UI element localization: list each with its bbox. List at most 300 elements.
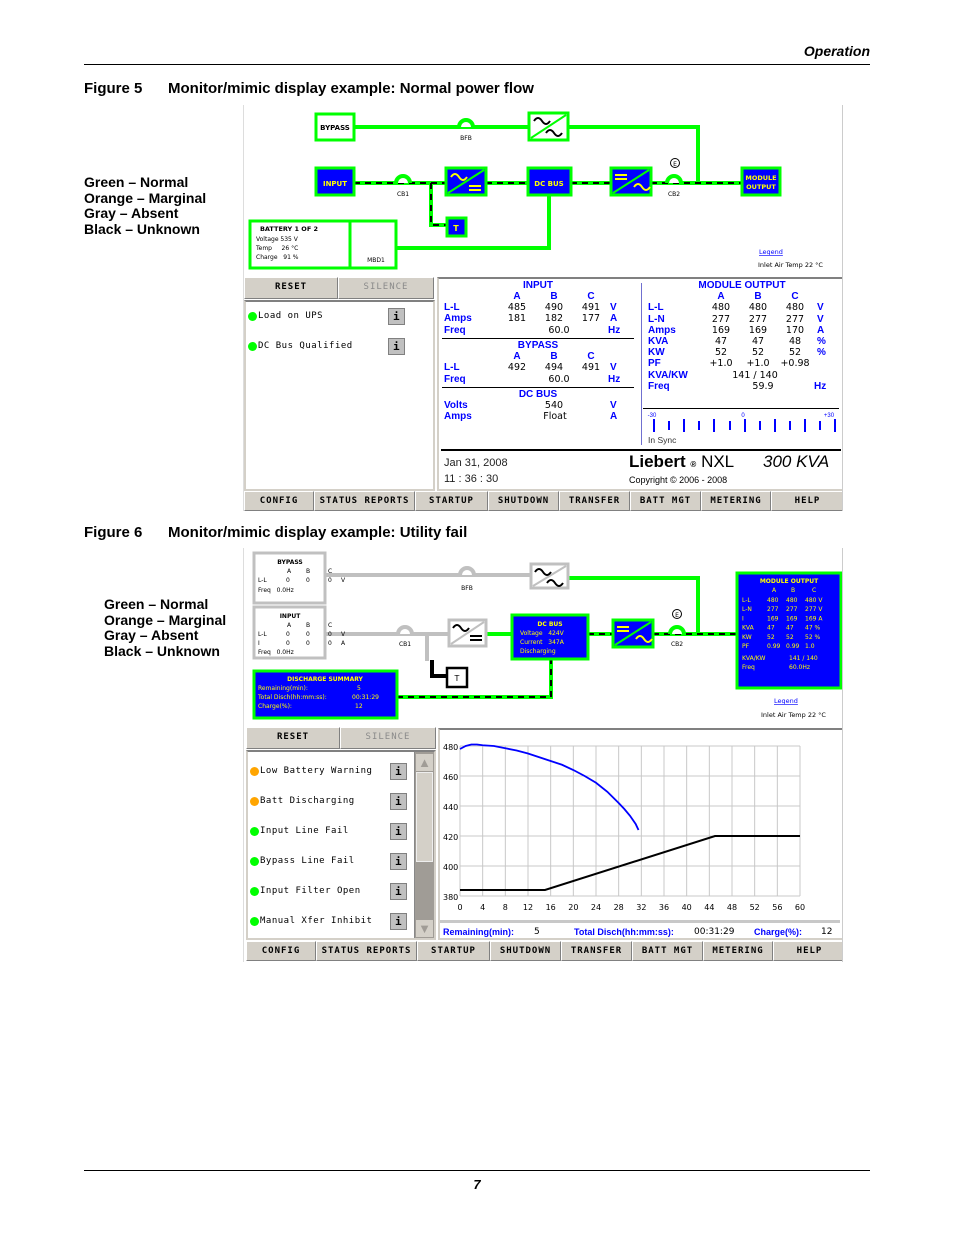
status-list bbox=[246, 750, 436, 940]
sync-min: -30 bbox=[647, 413, 657, 419]
bfb-label: BFB bbox=[460, 135, 472, 142]
cb1-label: CB1 bbox=[398, 641, 412, 648]
figure-number: Figure 5 bbox=[84, 80, 143, 97]
figure-number: Figure 6 bbox=[84, 524, 143, 541]
section-header: Operation bbox=[803, 43, 870, 59]
x-tick-label: 16 bbox=[545, 903, 556, 912]
dc-amps-label: Amps bbox=[444, 411, 472, 422]
phase-c: C bbox=[587, 291, 595, 302]
output-value: 1.0 bbox=[805, 643, 815, 650]
key-normal: Green – Normal bbox=[84, 174, 189, 190]
nav-startup[interactable]: STARTUP bbox=[415, 491, 488, 511]
status-marginal-icon bbox=[250, 767, 259, 776]
output-row-value: 480 bbox=[785, 302, 805, 313]
status-item bbox=[246, 338, 412, 356]
scroll-up-icon[interactable]: ▲ bbox=[416, 754, 433, 771]
unit: Hz bbox=[608, 325, 621, 336]
y-tick-label: 400 bbox=[443, 863, 459, 872]
status-item bbox=[248, 763, 414, 781]
output-row-value: 169 bbox=[711, 325, 731, 336]
bypass-ll-label: L-L bbox=[444, 362, 460, 373]
phase-a: A bbox=[287, 622, 292, 629]
color-key-fig6 bbox=[104, 597, 226, 659]
kva-kw-label: KVA/KW bbox=[648, 370, 688, 381]
key-unknown: Black – Unknown bbox=[84, 220, 200, 237]
charge-value: 12 bbox=[355, 703, 363, 710]
bypass-static-switch-icon bbox=[529, 113, 568, 140]
status-label: Load on UPS bbox=[258, 311, 324, 321]
nav-config[interactable]: CONFIG bbox=[246, 941, 316, 961]
sync-bar bbox=[683, 419, 685, 432]
bypass-static-switch-icon bbox=[531, 564, 568, 588]
status-item bbox=[248, 793, 414, 811]
module-output-heading: MODULE OUTPUT bbox=[698, 280, 786, 291]
nav-status-reports[interactable]: STATUS REPORTS bbox=[316, 941, 417, 961]
nav-shutdown[interactable]: SHUTDOWN bbox=[488, 491, 559, 511]
sync-bar bbox=[819, 421, 821, 430]
unit: V bbox=[610, 362, 617, 373]
bfb-breaker-icon bbox=[460, 568, 474, 575]
phase-b: B bbox=[306, 622, 311, 629]
info-button[interactable]: i bbox=[390, 913, 407, 930]
input-ll-c: 491 bbox=[581, 302, 601, 313]
cb1-breaker-icon bbox=[398, 627, 412, 634]
mbd1-label: MBD1 bbox=[367, 257, 385, 264]
bypass-freq: Freq 0.0Hz bbox=[258, 587, 294, 594]
total-disch-value: 00:31:29 bbox=[694, 927, 735, 937]
legend-link[interactable]: Legend bbox=[759, 248, 783, 256]
nav-shutdown[interactable]: SHUTDOWN bbox=[490, 941, 561, 961]
output-freq-label: Freq bbox=[648, 381, 670, 392]
bypass-label: BYPASS bbox=[320, 124, 350, 132]
output-row-value: 52 bbox=[788, 347, 802, 358]
figure5-caption bbox=[84, 80, 534, 97]
output-row-label: PF bbox=[648, 358, 661, 369]
nav-metering[interactable]: METERING bbox=[701, 491, 771, 511]
key-normal: Green – Normal bbox=[104, 596, 209, 612]
bypass-ll-a: 492 bbox=[507, 362, 527, 373]
figure-title: Monitor/mimic display example: Normal power flow bbox=[168, 80, 534, 97]
input-ll-c: 0 bbox=[328, 631, 332, 638]
phase-b: B bbox=[550, 291, 558, 302]
cb1-label: CB1 bbox=[396, 191, 410, 198]
module-output-label: MODULE bbox=[745, 174, 777, 182]
output-row-value: 277 bbox=[711, 314, 731, 325]
e-label: E bbox=[675, 612, 679, 619]
status-normal-icon bbox=[250, 887, 259, 896]
mimic-diagram bbox=[244, 548, 843, 726]
x-tick-label: 52 bbox=[749, 903, 760, 912]
discharge-title: DISCHARGE SUMMARY bbox=[287, 676, 363, 683]
output-value: 169 bbox=[767, 615, 779, 623]
sync-bar bbox=[653, 419, 655, 432]
y-tick-label: 380 bbox=[443, 893, 459, 902]
output-row-value: 277 bbox=[785, 314, 805, 325]
unit: V bbox=[817, 314, 824, 325]
nav-config[interactable]: CONFIG bbox=[244, 491, 314, 511]
unit: V bbox=[817, 302, 824, 313]
series-battery-voltage bbox=[460, 745, 639, 831]
sync-bar bbox=[804, 419, 806, 432]
dc-bus-status: Discharging bbox=[520, 648, 556, 655]
sync-meter-rule bbox=[643, 408, 839, 409]
nav-transfer[interactable]: TRANSFER bbox=[559, 491, 630, 511]
cb2-breaker-icon bbox=[667, 176, 681, 183]
unit: A bbox=[610, 313, 618, 324]
bypass-freq-label: Freq bbox=[444, 374, 466, 385]
rectifier-icon[interactable] bbox=[449, 620, 486, 646]
inverter-icon[interactable] bbox=[611, 168, 651, 195]
status-label: Bypass Line Fail bbox=[260, 856, 355, 866]
x-tick-label: 12 bbox=[522, 903, 534, 912]
phase-b: B bbox=[306, 568, 311, 575]
nav-batt-mgt[interactable]: BATT MGT bbox=[632, 941, 703, 961]
inlet-air-temp: Inlet Air Temp 22 °C bbox=[761, 711, 826, 719]
x-tick-label: 40 bbox=[681, 903, 692, 912]
sync-bar bbox=[713, 419, 715, 432]
status-normal-icon bbox=[248, 312, 257, 321]
output-freq-value: 60.0Hz bbox=[789, 664, 811, 671]
divider bbox=[442, 387, 634, 388]
divider bbox=[442, 338, 634, 339]
output-value: 47 % bbox=[805, 624, 821, 632]
cb2-label: CB2 bbox=[670, 641, 684, 648]
output-value: 169 A bbox=[805, 615, 823, 623]
output-row-label: L-L bbox=[742, 597, 751, 604]
remaining-value: 5 bbox=[534, 927, 540, 937]
output-value: 52 bbox=[767, 633, 775, 641]
bypass-ll-b: 494 bbox=[544, 362, 564, 373]
footer-rule bbox=[84, 1170, 870, 1171]
bypass-freq: 60.0 bbox=[548, 374, 570, 385]
bottom-nav bbox=[244, 491, 843, 511]
output-row-value: 52 bbox=[714, 347, 728, 358]
nav-startup[interactable]: STARTUP bbox=[417, 941, 490, 961]
series-threshold bbox=[460, 836, 800, 890]
input-ll-a: 0 bbox=[286, 631, 290, 638]
battery-charge: Charge 91 % bbox=[256, 254, 299, 261]
phase-b: B bbox=[550, 351, 558, 362]
bypass-ll-b: 0 bbox=[306, 577, 310, 584]
input-amps-label: Amps bbox=[444, 313, 472, 324]
scrollbar[interactable] bbox=[414, 752, 434, 940]
header-rule bbox=[84, 64, 870, 65]
output-row-label: KW bbox=[648, 347, 665, 358]
status-normal-icon bbox=[250, 827, 259, 836]
unit: V bbox=[610, 400, 617, 411]
input-amps-a: 181 bbox=[507, 313, 527, 324]
status-normal-icon bbox=[250, 857, 259, 866]
dc-volts-label: Volts bbox=[444, 400, 468, 411]
registered-mark: ® bbox=[690, 460, 697, 469]
unit: % bbox=[817, 347, 826, 358]
cb1-breaker-icon bbox=[396, 176, 410, 183]
y-tick-label: 440 bbox=[443, 803, 459, 812]
ups-screen-utility-fail bbox=[243, 548, 843, 962]
input-i-b: 0 bbox=[306, 640, 310, 647]
status-label: Batt Discharging bbox=[260, 796, 355, 806]
sync-status: In Sync bbox=[648, 435, 677, 445]
total-disch-label: Total Disch(hh:mm:ss): bbox=[574, 927, 674, 937]
status-normal-icon bbox=[248, 342, 257, 351]
output-value: 480 V bbox=[805, 597, 823, 604]
sync-mid: 0 bbox=[741, 413, 745, 419]
date: Jan 31, 2008 bbox=[444, 457, 508, 469]
output-row-label: I bbox=[742, 615, 744, 623]
grid bbox=[460, 746, 800, 896]
e-label: E bbox=[673, 161, 677, 168]
x-tick-label: 44 bbox=[704, 903, 715, 912]
battery-temp: Temp 26 °C bbox=[256, 245, 299, 252]
status-label: Manual Xfer Inhibit bbox=[260, 916, 373, 926]
bypass-ll-c: 0 bbox=[328, 577, 332, 584]
input-heading: INPUT bbox=[523, 280, 553, 291]
divider bbox=[641, 283, 642, 445]
phase-c: C bbox=[328, 622, 333, 629]
status-item bbox=[246, 308, 412, 326]
status-item bbox=[248, 853, 414, 871]
output-row-value: +0.98 bbox=[780, 358, 810, 369]
input-i-a: 0 bbox=[286, 640, 290, 647]
inlet-air-temp: Inlet Air Temp 22 °C bbox=[758, 261, 823, 269]
battery-voltage: Voltage 535 V bbox=[256, 236, 298, 243]
output-row-value: 170 bbox=[785, 325, 805, 336]
mimic-diagram bbox=[244, 105, 843, 275]
charge-label: Charge(%): bbox=[258, 703, 292, 710]
remaining-label: Remaining(min): bbox=[443, 927, 514, 937]
output-freq: 59.9 bbox=[752, 381, 774, 392]
input-freq: 60.0 bbox=[548, 325, 570, 336]
dc-bus-label: DC BUS bbox=[534, 180, 564, 188]
inverter-icon[interactable] bbox=[613, 620, 653, 647]
nav-status-reports[interactable]: STATUS REPORTS bbox=[314, 491, 415, 511]
page-number: 7 bbox=[473, 1177, 481, 1192]
output-row-label: L-L bbox=[648, 302, 664, 313]
key-unknown: Black – Unknown bbox=[104, 642, 220, 659]
x-tick-label: 36 bbox=[658, 903, 670, 912]
output-row-label: KVA bbox=[648, 336, 669, 347]
output-row-value: 48 bbox=[788, 336, 802, 347]
model-name: NXL bbox=[701, 452, 735, 471]
output-value: 277 bbox=[767, 606, 779, 614]
status-label: DC Bus Qualified bbox=[258, 341, 353, 351]
status-label: Input Filter Open bbox=[260, 886, 361, 896]
output-row-label: PF bbox=[742, 643, 750, 650]
info-button[interactable]: i bbox=[390, 763, 407, 780]
output-value: 480 bbox=[786, 597, 798, 604]
input-ll-b: 490 bbox=[544, 302, 564, 313]
transformer-label: T bbox=[454, 674, 460, 683]
output-value: 480 bbox=[767, 597, 779, 604]
y-tick-label: 420 bbox=[443, 833, 459, 842]
legend-link[interactable]: Legend bbox=[774, 697, 798, 705]
output-row-value: +1.0 bbox=[746, 358, 770, 369]
sync-bar bbox=[759, 421, 761, 430]
unit: V bbox=[341, 631, 346, 638]
status-label: Input Line Fail bbox=[260, 826, 349, 836]
unit: Hz bbox=[608, 374, 621, 385]
input-amps-b: 182 bbox=[544, 313, 564, 324]
charge-label: Charge(%): bbox=[754, 927, 803, 937]
cb2-breaker-icon bbox=[670, 627, 684, 634]
total-disch-label: Total Disch(hh:mm:ss): bbox=[258, 694, 327, 701]
dc-bus-heading: DC BUS bbox=[518, 389, 558, 400]
bypass-heading: BYPASS bbox=[517, 340, 559, 351]
key-absent: Gray – Absent bbox=[84, 205, 179, 221]
phase-a: A bbox=[513, 291, 521, 302]
nav-help[interactable]: HELP bbox=[773, 941, 843, 961]
x-tick-label: 32 bbox=[636, 903, 647, 912]
input-freq: Freq 0.0Hz bbox=[258, 649, 294, 656]
unit: V bbox=[341, 577, 346, 584]
status-list bbox=[244, 300, 435, 491]
x-tick-label: 4 bbox=[480, 903, 486, 912]
phase-a: A bbox=[513, 351, 521, 362]
cb2-label: CB2 bbox=[667, 191, 681, 198]
nav-transfer[interactable]: TRANSFER bbox=[561, 941, 632, 961]
x-tick-label: 24 bbox=[590, 903, 602, 912]
output-value: 169 bbox=[786, 615, 798, 623]
remaining-label: Remaining(min): bbox=[258, 685, 308, 692]
dc-amps: Float bbox=[543, 411, 567, 422]
output-row-label: KVA bbox=[742, 624, 754, 632]
output-value: 52 % bbox=[805, 633, 821, 641]
ups-screen-normal bbox=[243, 105, 843, 511]
x-tick-label: 56 bbox=[772, 903, 783, 912]
battery-chart-view bbox=[438, 728, 843, 940]
phase-label: A bbox=[772, 587, 777, 594]
output-row-label: L-N bbox=[742, 606, 752, 614]
x-tick-label: 8 bbox=[502, 903, 508, 912]
scroll-down-icon[interactable]: ▼ bbox=[416, 920, 433, 937]
input-ll-b: 0 bbox=[306, 631, 310, 638]
output-row-value: 480 bbox=[711, 302, 731, 313]
output-freq-label: Freq bbox=[742, 664, 755, 671]
input-amps-c: 177 bbox=[581, 313, 601, 324]
color-key-fig5 bbox=[84, 175, 206, 237]
output-row-label: KW bbox=[742, 633, 752, 641]
info-button[interactable]: i bbox=[390, 823, 407, 840]
output-row-value: 52 bbox=[751, 347, 765, 358]
y-tick-label: 480 bbox=[443, 743, 459, 752]
input-label: INPUT bbox=[322, 180, 348, 188]
info-button[interactable]: i bbox=[390, 793, 407, 810]
nav-batt-mgt[interactable]: BATT MGT bbox=[630, 491, 701, 511]
output-row-label: Amps bbox=[648, 325, 676, 336]
unit: A bbox=[817, 325, 825, 336]
sync-bar bbox=[789, 421, 791, 430]
key-marginal: Orange – Marginal bbox=[104, 611, 227, 628]
figure6-caption bbox=[84, 524, 467, 541]
kva-kw-value: 141 / 140 bbox=[789, 655, 818, 662]
kva-kw-value: 141 / 140 bbox=[732, 370, 778, 381]
status-item bbox=[248, 883, 414, 901]
bottom-nav bbox=[246, 941, 843, 961]
dc-bus-title: DC BUS bbox=[537, 621, 563, 628]
input-freq-label: Freq bbox=[444, 325, 466, 336]
reset-button[interactable]: RESET bbox=[244, 277, 338, 299]
unit: A bbox=[341, 640, 346, 647]
output-row-value: 480 bbox=[748, 302, 768, 313]
total-disch-value: 00:31:29 bbox=[352, 694, 379, 701]
unit: Hz bbox=[814, 381, 827, 392]
phase-c: C bbox=[328, 568, 333, 575]
sync-bar bbox=[774, 419, 776, 432]
unit: V bbox=[610, 302, 617, 313]
status-normal-icon bbox=[250, 917, 259, 926]
input-i-label: I bbox=[258, 640, 260, 647]
remaining-value: 5 bbox=[357, 685, 361, 692]
bypass-ll-c: 491 bbox=[581, 362, 601, 373]
time: 11 : 36 : 30 bbox=[444, 473, 499, 485]
brand-name: Liebert bbox=[629, 452, 686, 471]
figure-title: Monitor/mimic display example: Utility fail bbox=[168, 524, 468, 541]
module-output-title: MODULE OUTPUT bbox=[759, 578, 819, 585]
phase-a: A bbox=[717, 291, 725, 302]
sync-bar bbox=[834, 419, 836, 432]
input-ll-label: L-L bbox=[258, 631, 267, 638]
phase-c: C bbox=[791, 291, 799, 302]
input-i-c: 0 bbox=[328, 640, 332, 647]
info-button[interactable]: i bbox=[388, 338, 405, 355]
output-row-value: +1.0 bbox=[709, 358, 733, 369]
x-tick-label: 48 bbox=[726, 903, 738, 912]
key-absent: Gray – Absent bbox=[104, 627, 199, 643]
bypass-ll-a: 0 bbox=[286, 577, 290, 584]
input-ll-a: 485 bbox=[507, 302, 527, 313]
status-label: Low Battery Warning bbox=[260, 766, 373, 776]
nav-help[interactable]: HELP bbox=[771, 491, 843, 511]
unit: A bbox=[610, 411, 618, 422]
y-tick-label: 460 bbox=[443, 773, 459, 782]
phase-c: C bbox=[587, 351, 595, 362]
reset-button[interactable]: RESET bbox=[246, 727, 340, 749]
x-tick-label: 28 bbox=[613, 903, 624, 912]
divider bbox=[441, 449, 841, 451]
output-row-value: 169 bbox=[748, 325, 768, 336]
copyright: Copyright © 2006 - 2008 bbox=[629, 475, 728, 485]
status-item bbox=[248, 913, 414, 931]
transformer-label: T bbox=[453, 224, 459, 233]
charge-value: 12 bbox=[821, 927, 833, 937]
silence-button[interactable]: SILENCE bbox=[340, 727, 436, 749]
battery-title: BATTERY 1 OF 2 bbox=[259, 225, 319, 233]
sync-max: +30 bbox=[823, 413, 835, 419]
output-value: 277 V bbox=[805, 606, 823, 614]
nav-metering[interactable]: METERING bbox=[703, 941, 773, 961]
status-item bbox=[248, 823, 414, 841]
kva-kw-label: KVA/KW bbox=[742, 655, 766, 662]
info-button[interactable]: i bbox=[388, 308, 405, 325]
x-tick-label: 20 bbox=[568, 903, 579, 912]
info-button[interactable]: i bbox=[390, 883, 407, 900]
bypass-ll-label: L-L bbox=[258, 577, 267, 584]
silence-button[interactable]: SILENCE bbox=[338, 277, 434, 299]
x-tick-label: 60 bbox=[794, 903, 806, 912]
input-ll-label: L-L bbox=[444, 302, 460, 313]
transformer-link bbox=[432, 660, 447, 676]
rectifier-icon[interactable] bbox=[446, 168, 486, 195]
status-marginal-icon bbox=[250, 797, 259, 806]
bfb-breaker-icon bbox=[459, 120, 473, 127]
dc-bus-voltage: Voltage 424V bbox=[520, 630, 564, 637]
brand bbox=[629, 452, 734, 475]
key-marginal: Orange – Marginal bbox=[84, 189, 207, 206]
scroll-thumb[interactable] bbox=[416, 772, 433, 862]
output-value: 277 bbox=[786, 606, 798, 614]
info-button[interactable]: i bbox=[390, 853, 407, 870]
input-title: INPUT bbox=[279, 613, 301, 620]
